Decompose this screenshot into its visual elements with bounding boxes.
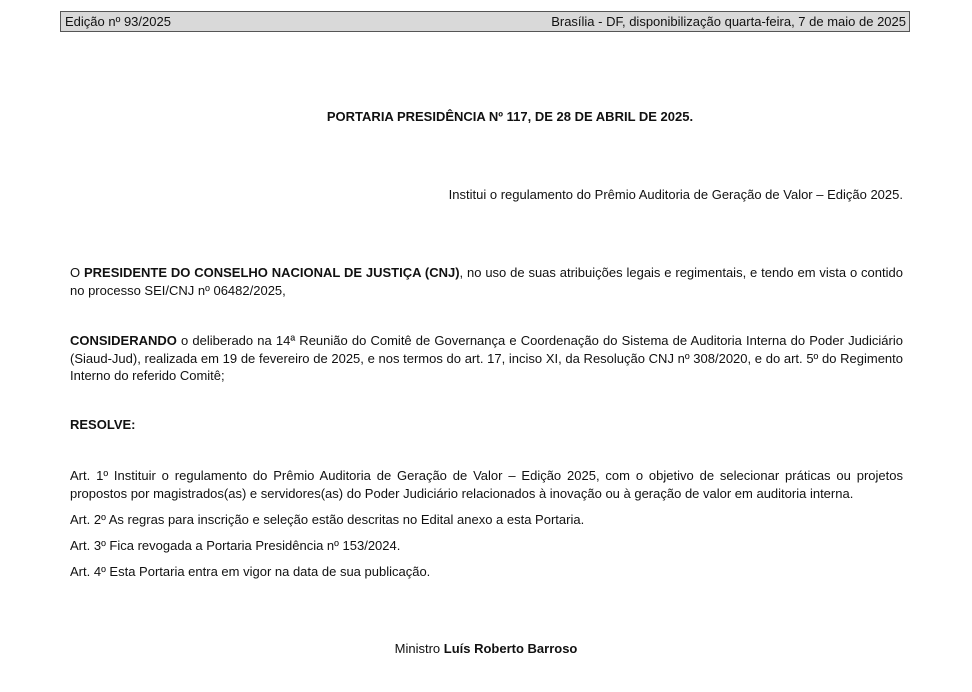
preamble-authority: PRESIDENTE DO CONSELHO NACIONAL DE JUSTIÇA (CNJ) <box>83 265 460 280</box>
edition-header-bar <box>60 11 910 32</box>
article-1: Art. 1º Instituir o regulamento do Prêmio Auditoria de Geração de Valor – Edição 2025, com o objetivo de selecionar práticas ou projetos propostos por magistrados(as) e servidores(as) do Poder Judiciário relacionados à inovação ou à geração de valor em auditoria interna. <box>70 468 903 501</box>
considerando-text: o deliberado na 14ª Reunião do Comitê de Governança e Coordenação do Sistema de Auditoria Interna do Poder Judiciário (Siaud-Jud), realizada em 19 de fevereiro de 2025, e nos termos do art. 17, inciso XI, da Resolução CNJ nº 308/2020, e do art. 5º do Regimento Interno do referido Comitê; <box>70 333 903 383</box>
article-2: Art. 2º As regras para inscrição e seleção estão descritas no Edital anexo a esta Portaria. <box>70 512 585 527</box>
document-ementa: Institui o regulamento do Prêmio Auditoria de Geração de Valor – Edição 2025. <box>448 187 903 202</box>
edition-number: Edição nº 93/2025 <box>65 14 171 29</box>
signature-line <box>0 641 972 656</box>
signature-title: Ministro <box>394 641 444 656</box>
article-4: Art. 4º Esta Portaria entra em vigor na data de sua publicação. <box>70 564 431 579</box>
preamble-prefix: O <box>70 265 84 280</box>
preamble-paragraph <box>70 264 903 299</box>
article-3: Art. 3º Fica revogada a Portaria Presidência nº 153/2024. <box>70 538 401 553</box>
preamble-text: , no uso de suas atribuições legais e regimentais, e tendo em vista o contido no processo SEI/CNJ nº 06482/2025, <box>70 265 903 298</box>
considerando-keyword: CONSIDERANDO <box>70 333 177 348</box>
document-title: PORTARIA PRESIDÊNCIA Nº 117, DE 28 DE ABRIL DE 2025. <box>326 109 694 124</box>
signature-name: Luís Roberto Barroso <box>443 641 578 656</box>
considerando-paragraph <box>70 332 903 385</box>
resolve-heading: RESOLVE: <box>70 417 136 432</box>
publication-dateline: Brasília - DF, disponibilização quarta-feira, 7 de maio de 2025 <box>551 14 906 29</box>
